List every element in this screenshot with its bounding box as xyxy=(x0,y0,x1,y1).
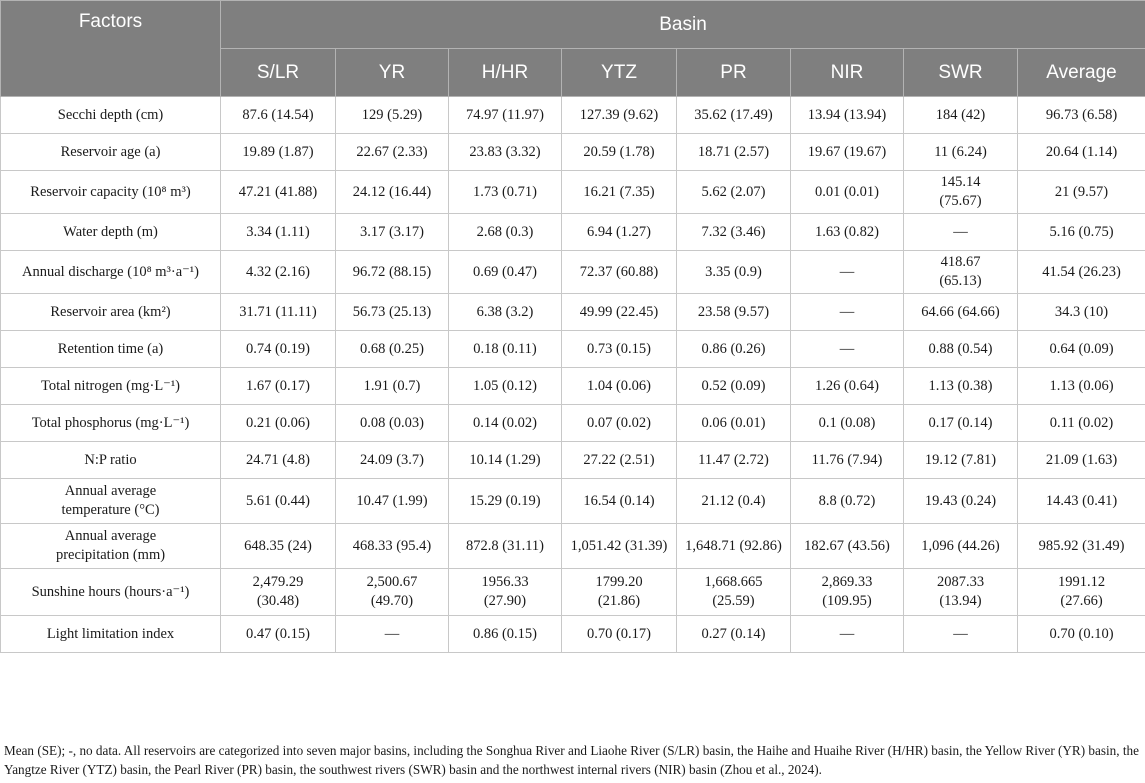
table-cell: 5.62 (2.07) xyxy=(677,171,791,214)
table-cell: 0.74 (0.19) xyxy=(221,331,336,368)
table-cell: 16.54 (0.14) xyxy=(562,479,677,524)
row-factor-label: N:P ratio xyxy=(1,442,221,479)
table-cell: 2,869.33 (109.95) xyxy=(791,569,904,616)
table-cell: 21 (9.57) xyxy=(1018,171,1145,214)
table-cell: 1.13 (0.06) xyxy=(1018,368,1145,405)
table-cell: 64.66 (64.66) xyxy=(904,294,1018,331)
table-cell: 19.89 (1.87) xyxy=(221,134,336,171)
table-row xyxy=(1,524,1145,569)
table-cell: 0.06 (0.01) xyxy=(677,405,791,442)
table-cell: 18.71 (2.57) xyxy=(677,134,791,171)
table-row xyxy=(1,569,1145,616)
table-cell: 1956.33 (27.90) xyxy=(449,569,562,616)
table-cell: 0.52 (0.09) xyxy=(677,368,791,405)
table-cell: 3.35 (0.9) xyxy=(677,251,791,294)
table-cell: 5.61 (0.44) xyxy=(221,479,336,524)
table-cell: 0.69 (0.47) xyxy=(449,251,562,294)
table-cell: 15.29 (0.19) xyxy=(449,479,562,524)
column-header: Average xyxy=(1018,49,1145,97)
row-factor-label: Retention time (a) xyxy=(1,331,221,368)
table-cell: 34.3 (10) xyxy=(1018,294,1145,331)
table-cell: — xyxy=(904,214,1018,251)
row-factor-label: Annual average temperature (°C) xyxy=(1,479,221,524)
column-header: H/HR xyxy=(449,49,562,97)
row-factor-label: Water depth (m) xyxy=(1,214,221,251)
table-cell: 1.63 (0.82) xyxy=(791,214,904,251)
table-cell: 985.92 (31.49) xyxy=(1018,524,1145,569)
table-cell: 0.73 (0.15) xyxy=(562,331,677,368)
table-cell: 0.18 (0.11) xyxy=(449,331,562,368)
table-row xyxy=(1,294,1145,331)
table-cell: 1.05 (0.12) xyxy=(449,368,562,405)
table-cell: 23.83 (3.32) xyxy=(449,134,562,171)
table-cell: 96.73 (6.58) xyxy=(1018,97,1145,134)
column-header: S/LR xyxy=(221,49,336,97)
table-cell: 127.39 (9.62) xyxy=(562,97,677,134)
table-cell: 24.12 (16.44) xyxy=(336,171,449,214)
table-row xyxy=(1,479,1145,524)
table-cell: 21.12 (0.4) xyxy=(677,479,791,524)
column-header: SWR xyxy=(904,49,1018,97)
table-cell: 47.21 (41.88) xyxy=(221,171,336,214)
table-cell: — xyxy=(791,294,904,331)
table-cell: 11.76 (7.94) xyxy=(791,442,904,479)
table-cell: 0.68 (0.25) xyxy=(336,331,449,368)
table-cell: 1.73 (0.71) xyxy=(449,171,562,214)
table-cell: 41.54 (26.23) xyxy=(1018,251,1145,294)
table-row xyxy=(1,134,1145,171)
table-cell: 1,648.71 (92.86) xyxy=(677,524,791,569)
table-cell: 1.91 (0.7) xyxy=(336,368,449,405)
table-cell: 14.43 (0.41) xyxy=(1018,479,1145,524)
table-cell: 20.59 (1.78) xyxy=(562,134,677,171)
table-cell: 0.86 (0.26) xyxy=(677,331,791,368)
row-factor-label: Reservoir capacity (10⁸ m³) xyxy=(1,171,221,214)
table-cell: 21.09 (1.63) xyxy=(1018,442,1145,479)
table-cell: 11 (6.24) xyxy=(904,134,1018,171)
table-row xyxy=(1,616,1145,653)
table-row xyxy=(1,251,1145,294)
column-header: NIR xyxy=(791,49,904,97)
table-cell: 0.01 (0.01) xyxy=(791,171,904,214)
table-cell: 35.62 (17.49) xyxy=(677,97,791,134)
table-cell: 8.8 (0.72) xyxy=(791,479,904,524)
table-cell: 1.26 (0.64) xyxy=(791,368,904,405)
row-factor-label: Reservoir area (km²) xyxy=(1,294,221,331)
row-factor-label: Total phosphorus (mg·L⁻¹) xyxy=(1,405,221,442)
table-cell: — xyxy=(791,616,904,653)
table-cell: 6.94 (1.27) xyxy=(562,214,677,251)
table-cell: — xyxy=(791,251,904,294)
table-row xyxy=(1,214,1145,251)
table-row xyxy=(1,331,1145,368)
table-cell: 0.70 (0.10) xyxy=(1018,616,1145,653)
table-cell: 1799.20 (21.86) xyxy=(562,569,677,616)
table-cell: 2,500.67 (49.70) xyxy=(336,569,449,616)
table-cell: 16.21 (7.35) xyxy=(562,171,677,214)
table-cell: 0.27 (0.14) xyxy=(677,616,791,653)
table-cell: 23.58 (9.57) xyxy=(677,294,791,331)
table-cell: 184 (42) xyxy=(904,97,1018,134)
table-cell: 10.47 (1.99) xyxy=(336,479,449,524)
table-cell: 2,479.29 (30.48) xyxy=(221,569,336,616)
table-cell: 0.1 (0.08) xyxy=(791,405,904,442)
row-factor-label: Annual average precipitation (mm) xyxy=(1,524,221,569)
table-row xyxy=(1,405,1145,442)
row-factor-label: Secchi depth (cm) xyxy=(1,97,221,134)
table-row xyxy=(1,368,1145,405)
table-cell: 0.07 (0.02) xyxy=(562,405,677,442)
header-basin: Basin xyxy=(221,1,1145,49)
row-factor-label: Total nitrogen (mg·L⁻¹) xyxy=(1,368,221,405)
table-cell: 24.71 (4.8) xyxy=(221,442,336,479)
table-cell: 3.17 (3.17) xyxy=(336,214,449,251)
table-cell: 418.67 (65.13) xyxy=(904,251,1018,294)
table-cell: 1,096 (44.26) xyxy=(904,524,1018,569)
table-cell: 648.35 (24) xyxy=(221,524,336,569)
table-cell: 129 (5.29) xyxy=(336,97,449,134)
table-cell: 182.67 (43.56) xyxy=(791,524,904,569)
table-cell: — xyxy=(904,616,1018,653)
table-cell: 5.16 (0.75) xyxy=(1018,214,1145,251)
table-cell: 2087.33 (13.94) xyxy=(904,569,1018,616)
table-row xyxy=(1,442,1145,479)
table-cell: 872.8 (31.11) xyxy=(449,524,562,569)
table-cell: 1991.12 (27.66) xyxy=(1018,569,1145,616)
column-header: YTZ xyxy=(562,49,677,97)
column-header: PR xyxy=(677,49,791,97)
table-cell: 0.88 (0.54) xyxy=(904,331,1018,368)
table-cell: 0.21 (0.06) xyxy=(221,405,336,442)
table-cell: 87.6 (14.54) xyxy=(221,97,336,134)
table-footnote: Mean (SE); -, no data. All reservoirs are categorized into seven major basins, including the Songhua River and Liaohe River (S/LR) basin, the Haihe and Huaihe River (H/HR) basin, the Yellow River (YR) basin, the Yangtze River (YTZ) basin, the Pearl River (PR) basin, the southwest rivers (SWR) basin and the northwest internal rivers (NIR) basin (Zhou et al., 2024). xyxy=(4,743,1139,777)
table-cell: 1,668.665 (25.59) xyxy=(677,569,791,616)
row-factor-label: Sunshine hours (hours·a⁻¹) xyxy=(1,569,221,616)
table-cell: 11.47 (2.72) xyxy=(677,442,791,479)
table-cell: 1.67 (0.17) xyxy=(221,368,336,405)
table-cell: — xyxy=(336,616,449,653)
table-cell: 56.73 (25.13) xyxy=(336,294,449,331)
table-cell: 1.04 (0.06) xyxy=(562,368,677,405)
table-cell: 19.12 (7.81) xyxy=(904,442,1018,479)
table-cell: 31.71 (11.11) xyxy=(221,294,336,331)
table-cell: 0.64 (0.09) xyxy=(1018,331,1145,368)
table-cell: 6.38 (3.2) xyxy=(449,294,562,331)
table-cell: 19.67 (19.67) xyxy=(791,134,904,171)
table-cell: 1,051.42 (31.39) xyxy=(562,524,677,569)
table-cell: 49.99 (22.45) xyxy=(562,294,677,331)
row-factor-label: Reservoir age (a) xyxy=(1,134,221,171)
table-cell: 1.13 (0.38) xyxy=(904,368,1018,405)
table-cell: 74.97 (11.97) xyxy=(449,97,562,134)
table-cell: 19.43 (0.24) xyxy=(904,479,1018,524)
table-cell: 2.68 (0.3) xyxy=(449,214,562,251)
table-cell: 0.08 (0.03) xyxy=(336,405,449,442)
table-cell: 4.32 (2.16) xyxy=(221,251,336,294)
table-row xyxy=(1,171,1145,214)
table-cell: 20.64 (1.14) xyxy=(1018,134,1145,171)
table-cell: 0.11 (0.02) xyxy=(1018,405,1145,442)
table-cell: 0.47 (0.15) xyxy=(221,616,336,653)
row-factor-label: Light limitation index xyxy=(1,616,221,653)
table-cell: — xyxy=(791,331,904,368)
table-cell: 0.14 (0.02) xyxy=(449,405,562,442)
table-row xyxy=(1,97,1145,134)
table-cell: 24.09 (3.7) xyxy=(336,442,449,479)
table-cell: 0.17 (0.14) xyxy=(904,405,1018,442)
table-cell: 0.70 (0.17) xyxy=(562,616,677,653)
row-factor-label: Annual discharge (10⁸ m³·a⁻¹) xyxy=(1,251,221,294)
table-cell: 468.33 (95.4) xyxy=(336,524,449,569)
table-cell: 3.34 (1.11) xyxy=(221,214,336,251)
table-cell: 22.67 (2.33) xyxy=(336,134,449,171)
table-cell: 72.37 (60.88) xyxy=(562,251,677,294)
table-cell: 13.94 (13.94) xyxy=(791,97,904,134)
column-header: YR xyxy=(336,49,449,97)
table-cell: 7.32 (3.46) xyxy=(677,214,791,251)
table-cell: 10.14 (1.29) xyxy=(449,442,562,479)
header-factors: Factors xyxy=(1,1,221,97)
table-cell: 96.72 (88.15) xyxy=(336,251,449,294)
table-cell: 27.22 (2.51) xyxy=(562,442,677,479)
table-cell: 145.14 (75.67) xyxy=(904,171,1018,214)
table-cell: 0.86 (0.15) xyxy=(449,616,562,653)
